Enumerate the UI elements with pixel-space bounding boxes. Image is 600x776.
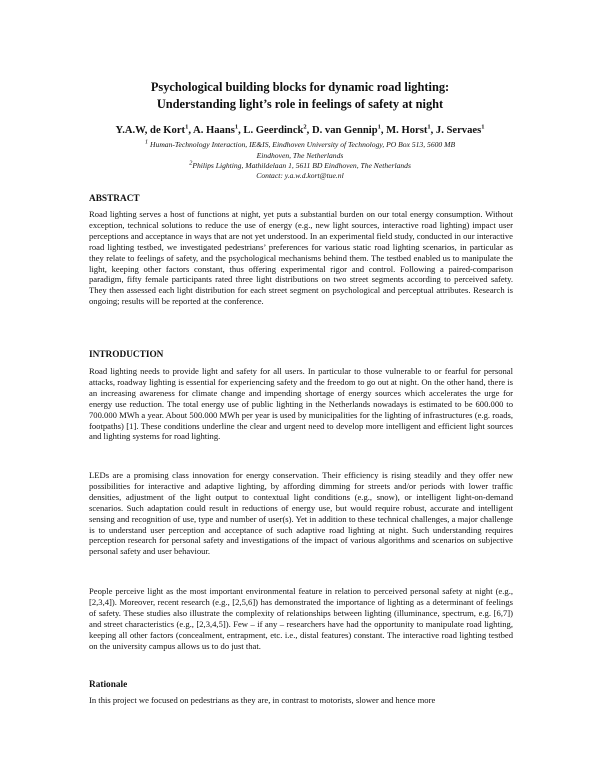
affiliation-1-mark: 1: [144, 138, 149, 146]
author: Y.A.W, de Kort$^1$,: [115, 123, 194, 136]
author: L. Geerdinck$^2$,: [243, 123, 312, 136]
author: M. Horst$^1$,: [386, 123, 436, 136]
paper-title: [60, 79, 540, 113]
affiliation-1-line-1: Human-Technology Interaction, IE&IS, Eindhoven University of Technology, PO Box 513, 5600 MB: [150, 140, 456, 149]
author-list: [40, 124, 560, 137]
contact-email: Contact: y.a.w.d.kort@tue.nl: [256, 171, 344, 180]
rationale-heading: Rationale: [89, 680, 128, 690]
title-line-1: Psychological building blocks for dynamic road lighting:: [150, 80, 450, 94]
author: A. Haans$^1$,: [193, 123, 244, 136]
affiliation-2-line-1: Philips Lighting, Mathildelaan 1, 5611 BD Eindhoven, The Netherlands: [192, 161, 411, 170]
affiliation-2-mark: 2: [189, 159, 193, 167]
introduction-paragraph-3: People perceive light as the most important environmental feature in relation to perceived personal safety at night (e.g., [2,3,4]). Moreover, recent research (e.g., [2,5,6]) has demonstrated the importance of lighting as a determinant of feelings of safety. These studies also illustrate the complexity of relationships between lighting (illuminance, spectrum, e.g. [6,7]) and street characteristics (e.g., [2,3,4,5]). Few – if any – researchers have had the opportunity to manipulate road lighting, keeping all other factors (concealment, entrapment, etc. i.e., distal features) constant. The interactive road lighting testbed on the university campus allows us to do just that.: [89, 586, 513, 651]
abstract-heading: ABSTRACT: [89, 194, 140, 204]
affiliation-1: [100, 140, 500, 162]
author: D. van Gennip$^1$,: [311, 123, 387, 136]
introduction-paragraph-1: Road lighting needs to provide light and safety for all users. In particular to those vulnerable to or fearful for personal attacks, roadway lighting is essential for experiencing safety and the freedom to go out at night. On the other hand, there is an increasing awareness for climate change and impending shortage of energy sources which accelerates the urge for energy use reduction. The total energy use of public lighting in the Netherlands nowadays is estimated to be 600.000 to 700.000 MWh a year. About 500.000 MWh per year is used by municipalities for the lighting of infrastructures (e.g. roads, footpaths) [1]. These conditions underline the clear and urgent need to develop more intelligent and efficient light sources and lighting systems for road lighting.: [89, 366, 513, 442]
abstract-paragraph: Road lighting serves a host of functions at night, yet puts a substantial burden on our total energy consumption. Without exception, technical solutions to reduce the use of energy (e.g., new light sources, interactive road lighting) impact user perceptions and acceptance in ways that are not yet understood. In an experimental field study, conducted in our interactive road lighting testbed, we investigated pedestrians’ preferences for various static road lighting scenarios, in particular as they relate to feelings of safety, and the psychological mechanisms behind them. The testbed enabled us to manipulate the light, keeping other factors constant, thus offering experimental rigor and control. Following a paired-comparison paradigm, fifty female participants rated three light distributions on two street segments according to perceived safety. They then assessed each light distribution for each street segment on psychological and perceptual attributes. Research is ongoing; results will be reported at the conference.: [89, 209, 513, 307]
introduction-paragraph-2: LEDs are a promising class innovation for energy conservation. Their efficiency is rising steadily and they offer new possibilities for interactive and adaptive lighting, by affording dimming for streets and/or periods with lower traffic densities, adjustment of the light output to contextual light conditions (e.g., snow), or intelligent light-on-demand scenarios. Such adaptation could result in reductions of energy use, but would require robust, accurate and intelligent sensing and recognition of use, type and number of user(s). Yet in addition to these technical challenges, a major challenge is to understand user perception and acceptance of such adaptive road lighting at night. Such understanding requires perception research for personal safety and investigations of the impact of various algorithms and scenarios on subjective personal safety and user behaviour.: [89, 470, 513, 557]
title-line-2: Understanding light’s role in feelings of safety at night: [156, 97, 444, 111]
rationale-paragraph: In this project we focused on pedestrians as they are, in contrast to motorists, slower and hence more: [89, 695, 436, 705]
author: J. Servaes$^1$: [435, 123, 485, 136]
affiliation-1-line-2: Eindhoven, The Netherlands: [256, 150, 344, 160]
introduction-heading: INTRODUCTION: [89, 350, 164, 360]
